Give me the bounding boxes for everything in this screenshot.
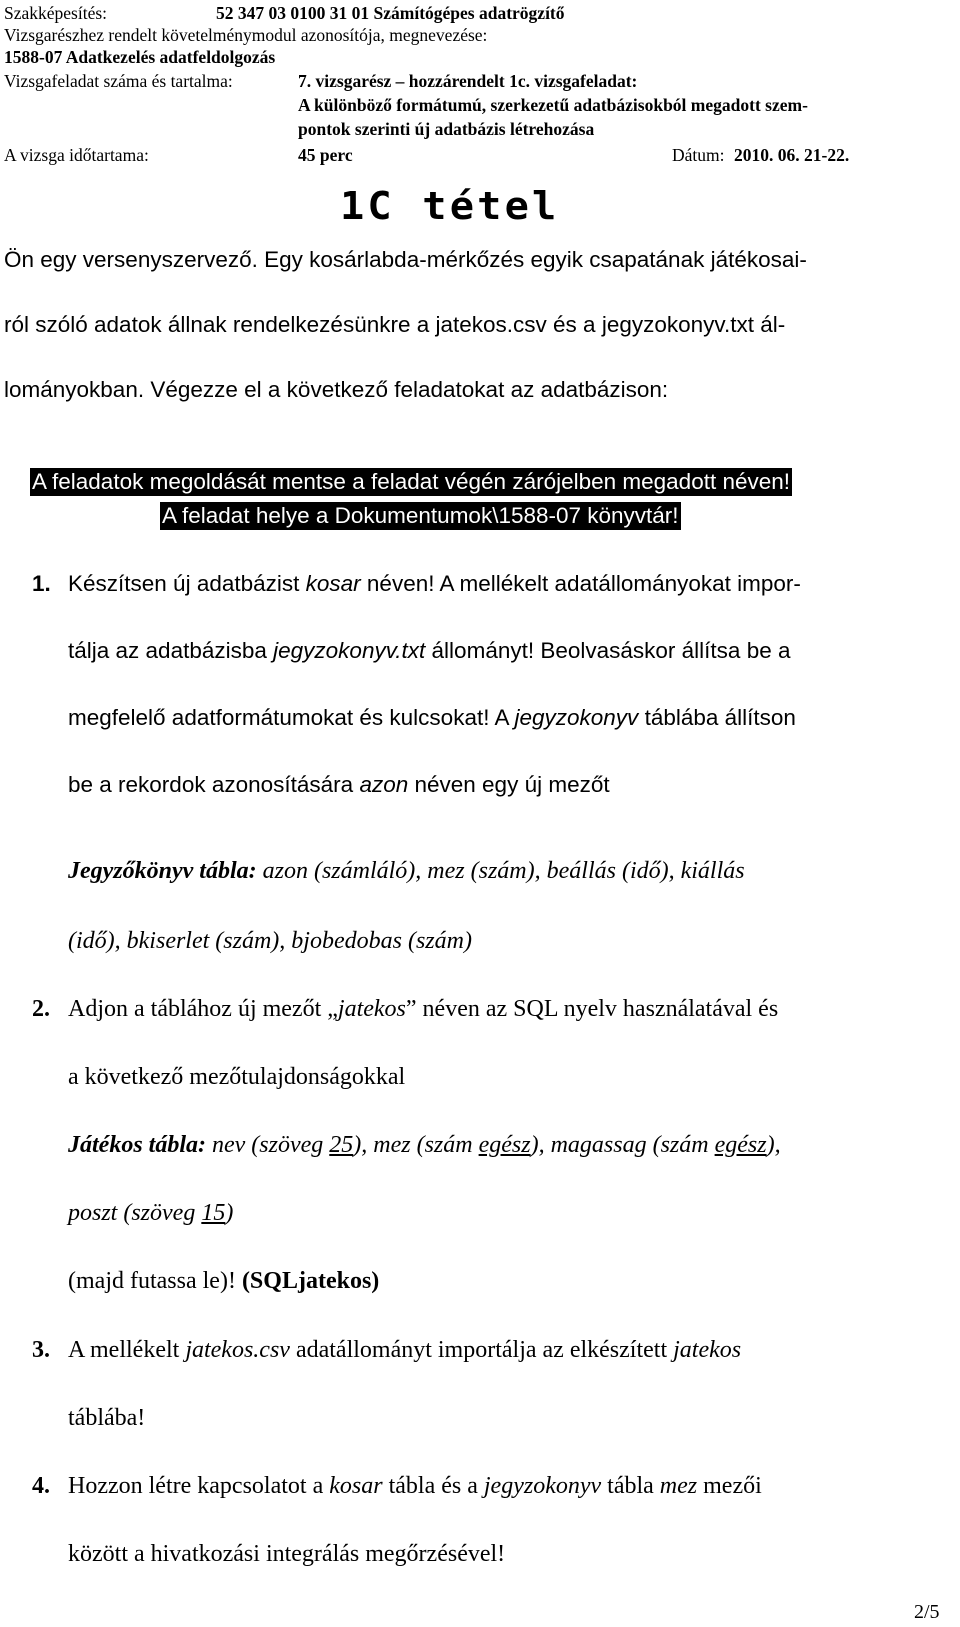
task-2-line-1: Adjon a táblához új mezőt „jatekos” néven az SQL nyelv használatával és [68, 996, 779, 1022]
header-feladat-value-2: A különböző formátumú, szerkezetű adatbázisokból megadott szem- [298, 95, 808, 115]
intro-line-2: ról szóló adatok állnak rendelkezésünkre a jatekos.csv és a jegyzokonyv.txt ál- [4, 312, 786, 337]
notice-banner-text-2: A feladat helye a Dokumentumok\1588-07 könyvtár! [162, 503, 679, 528]
task-1-table-spec-line-2: (idő), bkiserlet (szám), bjobedobas (szám) [68, 928, 472, 954]
task-2-line-2: a következő mezőtulajdonságokkal [68, 1064, 406, 1090]
header-datum-label: Dátum: [672, 145, 725, 165]
header-modul-value: 1588-07 Adatkezelés adatfeldolgozás [4, 47, 276, 67]
task-1-line-3: megfelelő adatformátumokat és kulcsokat! A jegyzokonyv táblába állítson [68, 705, 796, 730]
header-datum-value: 2010. 06. 21-22. [734, 145, 850, 165]
task-2-number: 2. [32, 996, 50, 1022]
page-number: 2/5 [914, 1601, 940, 1623]
intro-line-3: lományokban. Végezze el a következő feladatokat az adatbázison: [4, 377, 669, 402]
header-feladat-label: Vizsgafeladat száma és tartalma: [4, 71, 233, 91]
header-feladat-value-3: pontok szerinti új adatbázis létrehozása [298, 119, 595, 139]
task-2-table-spec-line-2: poszt (szöveg 15) [68, 1200, 234, 1226]
header-ido-value: 45 perc [298, 145, 353, 165]
header-feladat-value-1: 7. vizsgarész – hozzárendelt 1c. vizsgafeladat: [298, 71, 638, 91]
task-2-table-spec-line-1: Játékos tábla: nev (szöveg 25), mez (szám egész), magassag (szám egész), [68, 1132, 781, 1158]
task-1-line-4: be a rekordok azonosítására azon néven egy új mezőt [68, 772, 610, 797]
page-title: 1C tétel [340, 184, 560, 228]
task-1-table-spec-line-1: Jegyzőkönyv tábla: azon (számláló), mez (szám), beállás (idő), kiállás [68, 858, 745, 884]
task-3-line-2: táblába! [68, 1405, 146, 1431]
header-szak-value: 52 347 03 0100 31 01 Számítógépes adatrögzítő [216, 3, 565, 23]
task-2-run-line: (majd futassa le)! (SQLjatekos) [68, 1268, 380, 1294]
notice-banner-line-2 [160, 502, 681, 530]
task-4-number: 4. [32, 1473, 50, 1499]
task-2-save-name: (SQLjatekos) [241, 1268, 380, 1294]
task-1-line-2: tálja az adatbázisba jegyzokonyv.txt állományt! Beolvasáskor állítsa be a [68, 638, 791, 663]
intro-line-1: Ön egy versenyszervező. Egy kosárlabda-mérkőzés egyik csapatának játékosai- [4, 247, 807, 272]
task-3-line-1: A mellékelt jatekos.csv adatállományt importálja az elkészített jatekos [68, 1337, 742, 1363]
header-ido-label: A vizsga időtartama: [4, 145, 149, 165]
header-szak-label: Szakképesítés: [4, 3, 108, 23]
notice-banner-line-1 [30, 468, 792, 496]
task-4-line-2: között a hivatkozási integrálás megőrzésével! [68, 1541, 506, 1567]
task-1-number: 1. [32, 571, 51, 596]
task-1-line-1: Készítsen új adatbázist kosar néven! A mellékelt adatállományokat impor- [68, 571, 801, 596]
header-modul-label: Vizsgarészhez rendelt követelménymodul azonosítója, megnevezése: [4, 25, 488, 45]
task-4-line-1: Hozzon létre kapcsolatot a kosar tábla és a jegyzokonyv tábla mez mezői [68, 1473, 762, 1499]
task-3-number: 3. [32, 1337, 50, 1363]
notice-banner-text-1: A feladatok megoldását mentse a feladat végén zárójelben megadott néven! [32, 469, 791, 494]
